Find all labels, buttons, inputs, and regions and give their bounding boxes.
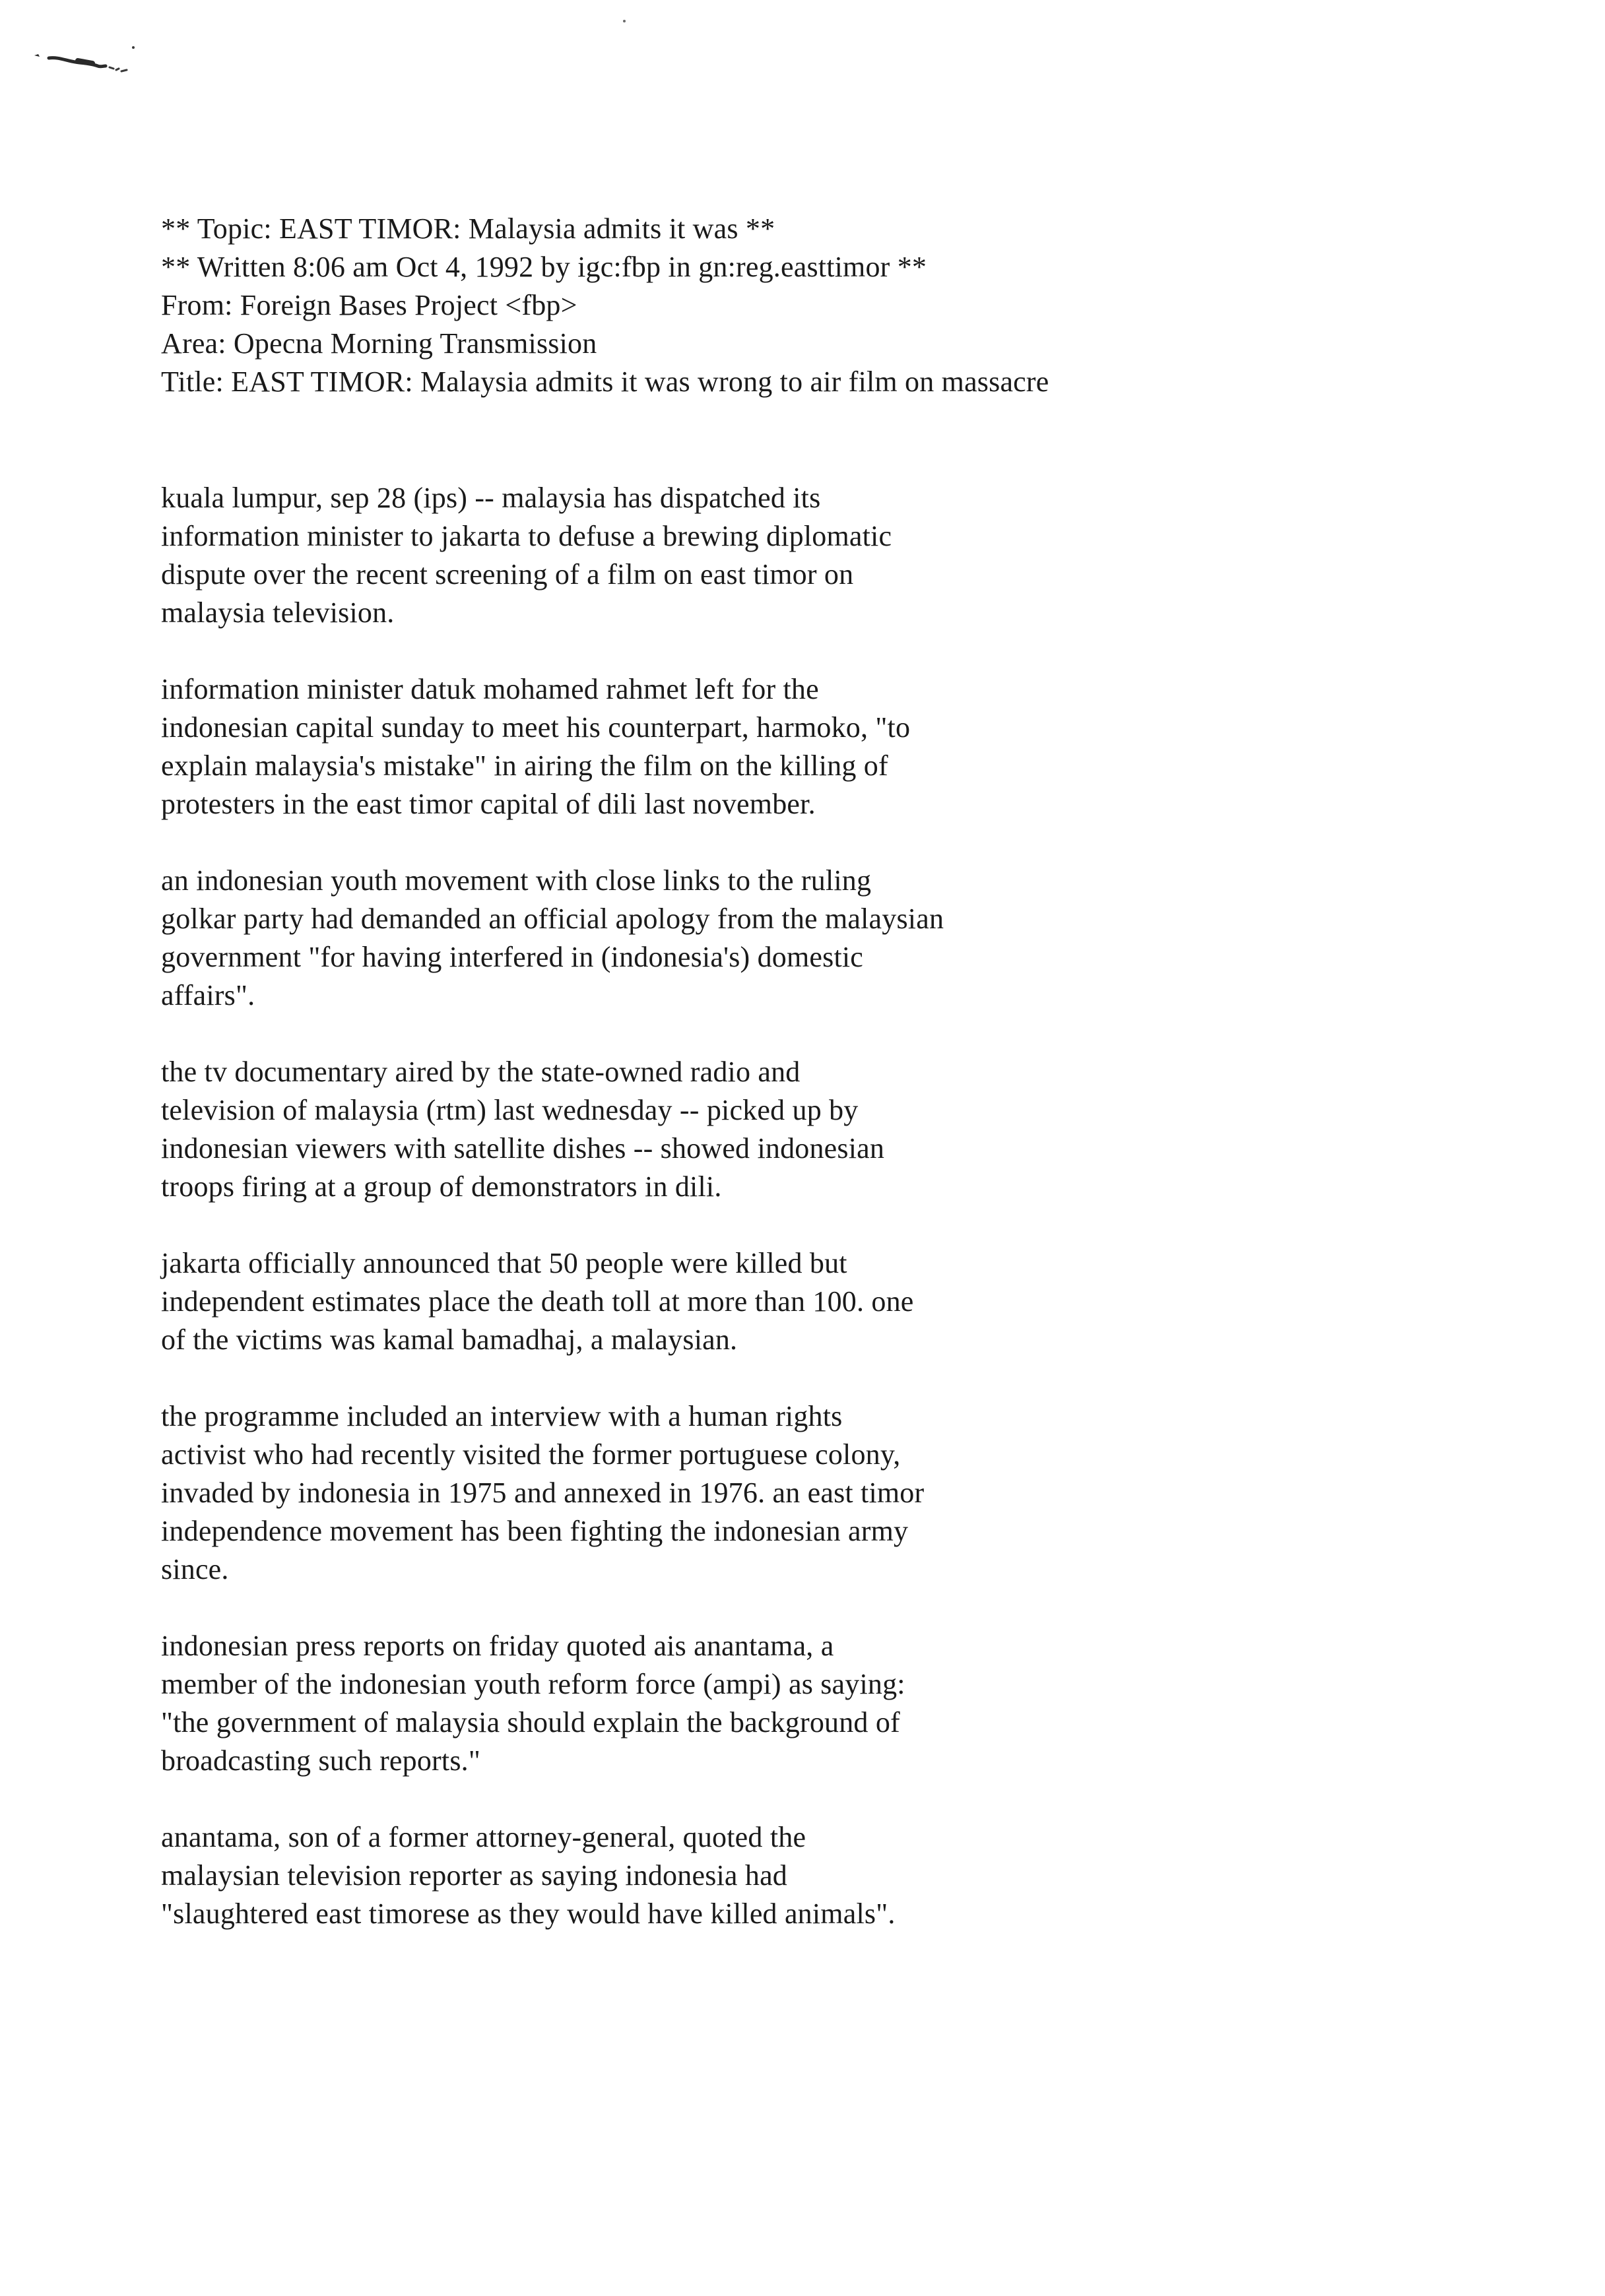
paragraph-line: malaysia television.	[161, 596, 395, 629]
paragraph-line: anantama, son of a former attorney-general, quoted the	[161, 1821, 806, 1853]
paragraph-line: television of malaysia (rtm) last wednesday -- picked up by	[161, 1094, 859, 1126]
header-title: Title: EAST TIMOR: Malaysia admits it was wrong to air film on massacre	[161, 366, 1049, 398]
paragraph	[161, 1818, 1283, 1933]
paragraph-line: information minister to jakarta to defuse a brewing diplomatic	[161, 520, 892, 552]
paragraph-line: government "for having interfered in (indonesia's) domestic	[161, 941, 864, 973]
header-topic: ** Topic: EAST TIMOR: Malaysia admits it was **	[161, 212, 775, 245]
paragraph-line: kuala lumpur, sep 28 (ips) -- malaysia has dispatched its	[161, 482, 821, 514]
paragraph-line: invaded by indonesia in 1975 and annexed in 1976. an east timor	[161, 1477, 925, 1509]
paragraph-line: affairs".	[161, 979, 255, 1011]
paragraph-line: indonesian press reports on friday quoted ais anantama, a	[161, 1630, 834, 1662]
paragraph-line: protesters in the east timor capital of dili last november.	[161, 788, 816, 820]
paragraph-line: malaysian television reporter as saying indonesia had	[161, 1859, 787, 1892]
paragraph-line: independent estimates place the death toll at more than 100. one	[161, 1285, 914, 1318]
paragraph-line: golkar party had demanded an official apology from the malaysian	[161, 903, 944, 935]
paragraph	[161, 1397, 1283, 1589]
paragraph-line: broadcasting such reports."	[161, 1744, 481, 1777]
paragraph-line: dispute over the recent screening of a film on east timor on	[161, 558, 854, 590]
paragraph-line: of the victims was kamal bamadhaj, a malaysian.	[161, 1323, 738, 1356]
paragraph-line: troops firing at a group of demonstrators in dili.	[161, 1170, 722, 1203]
paragraph	[161, 1627, 1283, 1780]
header-written: ** Written 8:06 am Oct 4, 1992 by igc:fbp in gn:reg.easttimor **	[161, 251, 927, 283]
article-body	[161, 479, 1283, 1971]
paragraph-line: the programme included an interview with a human rights	[161, 1400, 843, 1432]
paragraph-line: an indonesian youth movement with close links to the ruling	[161, 864, 872, 897]
paragraph	[161, 862, 1283, 1015]
paragraph	[161, 479, 1283, 632]
paragraph-line: since.	[161, 1553, 229, 1585]
paragraph-line: indonesian viewers with satellite dishes -- showed indonesian	[161, 1132, 885, 1164]
header-from: From: Foreign Bases Project <fbp>	[161, 289, 577, 321]
scan-artifact-mark	[32, 46, 137, 86]
paragraph	[161, 1244, 1283, 1359]
paragraph-line: "slaughtered east timorese as they would have killed animals".	[161, 1897, 896, 1930]
paragraph-line: the tv documentary aired by the state-owned radio and	[161, 1056, 801, 1088]
paragraph-line: independence movement has been fighting the indonesian army	[161, 1515, 909, 1547]
paragraph-line: explain malaysia's mistake" in airing the film on the killing of	[161, 749, 888, 782]
scan-speck	[623, 20, 626, 22]
paragraph-line: activist who had recently visited the former portuguese colony,	[161, 1438, 901, 1471]
paragraph-line: "the government of malaysia should explain the background of	[161, 1706, 900, 1738]
paragraph-line: member of the indonesian youth reform force (ampi) as saying:	[161, 1668, 905, 1700]
paragraph-line: information minister datuk mohamed rahmet left for the	[161, 673, 819, 705]
paragraph-line: indonesian capital sunday to meet his counterpart, harmoko, "to	[161, 711, 911, 744]
paragraph-line: jakarta officially announced that 50 people were killed but	[161, 1247, 847, 1279]
header-area: Area: Opecna Morning Transmission	[161, 327, 597, 360]
paragraph	[161, 1053, 1283, 1206]
message-header	[161, 210, 1481, 401]
paragraph	[161, 670, 1283, 823]
